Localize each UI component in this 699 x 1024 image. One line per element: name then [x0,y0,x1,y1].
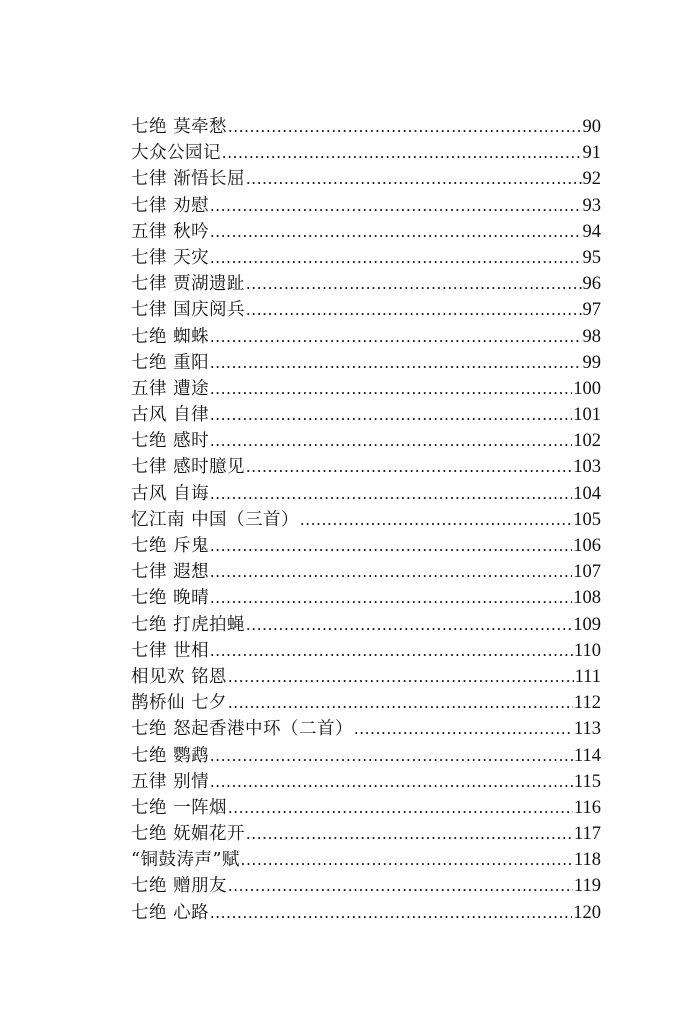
entry-page-number: 97 [582,300,601,321]
dot-leader [210,481,572,507]
toc-entry[interactable] [131,507,601,533]
dot-leader [246,821,573,847]
dot-leader [246,297,581,323]
entry-title: 七绝 鹦鹉 [131,745,210,766]
toc-entry[interactable] [131,324,601,350]
entry-title: 七律 劝慰 [131,195,210,216]
entry-page-number: 111 [574,666,601,687]
entry-title: 古风 自律 [131,405,210,426]
toc-entry[interactable] [131,481,601,507]
toc-entry[interactable] [131,350,601,376]
toc-entry[interactable] [131,664,601,690]
toc-entry[interactable] [131,690,601,716]
entry-title: 七绝 妩媚花开 [131,824,246,845]
dot-leader [228,664,574,690]
entry-title: 五律 秋吟 [131,221,210,242]
dot-leader [246,166,581,192]
toc-entry[interactable] [131,559,601,585]
entry-page-number: 96 [582,274,601,295]
entry-page-number: 120 [573,902,601,923]
dot-leader [210,533,572,559]
toc-entry[interactable] [131,140,601,166]
toc-entry[interactable] [131,821,601,847]
entry-page-number: 104 [573,483,601,504]
toc-entry[interactable] [131,533,601,559]
dot-leader [222,140,582,166]
entry-title: 五律 别情 [131,771,210,792]
entry-page-number: 117 [573,824,601,845]
entry-title: 七绝 晚晴 [131,588,210,609]
entry-title: 相见欢 铭恩 [131,666,228,687]
entry-title: 七绝 感时 [131,431,210,452]
entry-title: 七绝 打虎拍蝇 [131,614,246,635]
entry-title: 七律 遐想 [131,562,210,583]
entry-page-number: 91 [582,143,601,164]
toc-entry[interactable] [131,743,601,769]
entry-title: 七绝 蜘蛛 [131,326,210,347]
entry-title: 大众公园记 [131,143,221,164]
dot-leader [228,114,581,140]
toc-entry[interactable] [131,219,601,245]
entry-page-number: 102 [573,431,601,452]
entry-title: 七绝 怒起香港中环（二首） [131,719,354,740]
toc-entry[interactable] [131,873,601,899]
toc-entry[interactable] [131,638,601,664]
entry-title: 七绝 心路 [131,902,210,923]
dot-leader [241,847,573,873]
toc-entry[interactable] [131,900,601,926]
toc-entry[interactable] [131,847,601,873]
dot-leader [246,271,581,297]
entry-page-number: 119 [573,876,601,897]
dot-leader [210,585,572,611]
toc-entry[interactable] [131,114,601,140]
entry-page-number: 103 [573,457,601,478]
entry-page-number: 95 [582,247,601,268]
dot-leader [210,402,572,428]
entry-title: 七律 国庆阅兵 [131,300,246,321]
entry-page-number: 107 [573,562,601,583]
entry-page-number: 113 [573,719,601,740]
entry-page-number: 98 [582,326,601,347]
entry-page-number: 99 [582,352,601,373]
entry-title: 古风 自诲 [131,483,210,504]
entry-page-number: 105 [573,509,601,530]
entry-page-number: 116 [573,797,601,818]
entry-page-number: 114 [573,745,601,766]
entry-page-number: 94 [582,221,601,242]
dot-leader [210,743,573,769]
dot-leader [210,376,572,402]
entry-title: 七绝 一阵烟 [131,797,228,818]
dot-leader [228,873,573,899]
entry-page-number: 112 [573,693,601,714]
toc-entry[interactable] [131,376,601,402]
toc-entry[interactable] [131,454,601,480]
toc-entry[interactable] [131,585,601,611]
entry-title: 七绝 重阳 [131,352,210,373]
table-of-contents [131,114,601,926]
toc-entry[interactable] [131,271,601,297]
dot-leader [228,795,573,821]
toc-entry[interactable] [131,297,601,323]
toc-entry[interactable] [131,245,601,271]
entry-title: 七绝 斥鬼 [131,536,210,556]
entry-title: 七绝 赠朋友 [131,876,228,897]
entry-title: 七律 天灾 [131,247,210,268]
entry-page-number: 92 [582,169,601,190]
entry-page-number: 90 [582,117,601,137]
entry-title: 鹊桥仙 七夕 [131,693,228,714]
entry-title: 忆江南 中国（三首） [131,509,300,530]
dot-leader [210,428,572,454]
dot-leader [210,350,581,376]
toc-entry[interactable] [131,612,601,638]
toc-entry[interactable] [131,166,601,192]
entry-title: 七律 贾湖遗趾 [131,274,246,295]
dot-leader [210,219,581,245]
dot-leader [246,454,572,480]
entry-page-number: 108 [573,588,601,609]
toc-entry[interactable] [131,428,601,454]
dot-leader [210,324,581,350]
toc-entry[interactable] [131,193,601,219]
dot-leader [354,716,573,742]
entry-page-number: 100 [573,378,601,399]
dot-leader [228,690,573,716]
entry-page-number: 101 [573,405,601,426]
entry-title: 五律 遭途 [131,378,210,399]
entry-page-number: 106 [573,536,601,556]
entry-page-number: 115 [573,771,601,792]
entry-title: 七律 渐悟长屈 [131,169,246,190]
entry-title: 七律 世相 [131,640,210,661]
dot-leader [210,769,573,795]
dot-leader [246,612,572,638]
dot-leader [300,507,572,533]
entry-title: “铜鼓涛声”赋 [131,850,240,871]
toc-entry[interactable] [131,402,601,428]
entry-page-number: 109 [573,614,601,635]
entry-page-number: 93 [582,195,601,216]
dot-leader [210,900,572,926]
dot-leader [210,193,581,219]
toc-entry[interactable] [131,769,601,795]
entry-title: 七绝 莫牵愁 [131,117,228,137]
dot-leader [210,245,581,271]
entry-page-number: 118 [573,850,601,871]
toc-entry[interactable] [131,716,601,742]
entry-title: 七律 感时臆见 [131,457,246,478]
dot-leader [210,559,572,585]
toc-entry[interactable] [131,795,601,821]
entry-page-number: 110 [573,640,601,661]
dot-leader [210,638,573,664]
